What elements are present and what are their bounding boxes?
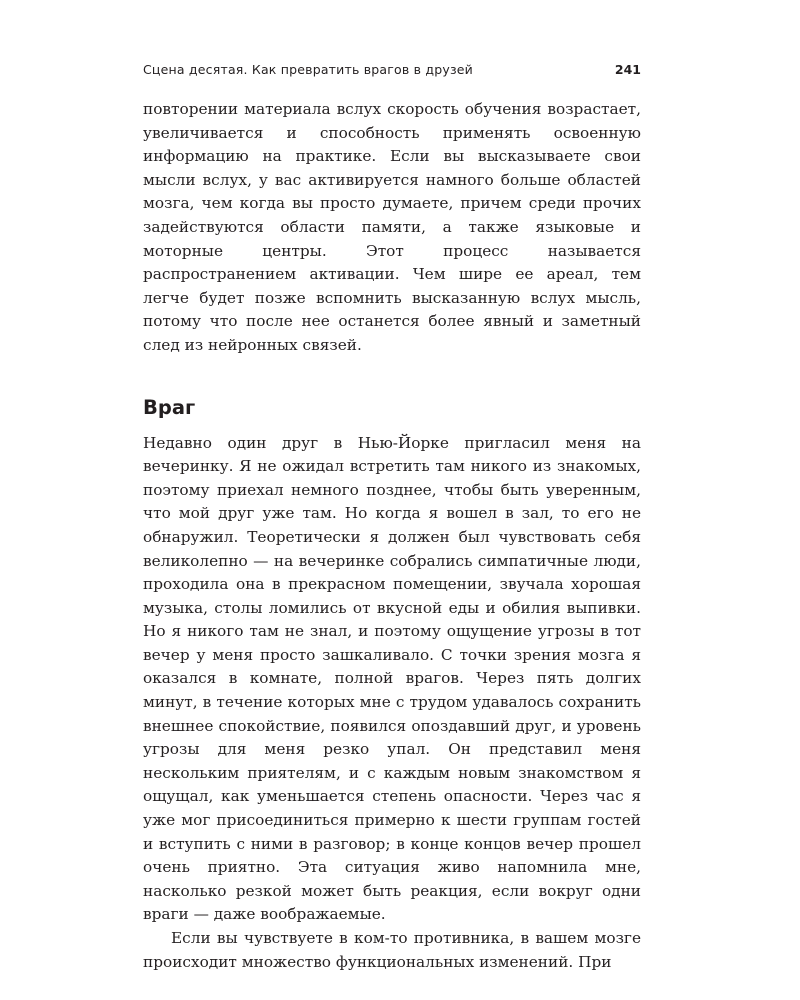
paragraph-continued: повторении материала вслух скорость обучения возрастает, увеличивается и способность применять освоенную информацию на практике. Если вы высказываете свои мысли вслух, у вас активируется намного больше областей мозга, чем когда вы просто думаете, причем среди прочих задействуются области памяти, а также языковые и моторные центры. Этот процесс называется распространением активации. Чем шире ее ареал, тем легче будет позже вспомнить высказанную вслух мысль, потому что после нее останется более явный и заметный след из нейронных связей.	[143, 100, 641, 354]
page-number: 241	[614, 62, 641, 77]
paragraph-opponent: Если вы чувствуете в ком-то противника, в вашем мозге происходит множество функциональных изменений. При	[143, 929, 641, 971]
paragraph-party-story: Недавно один друг в Нью-Йорке пригласил меня на вечеринку. Я не ожидал встретить там никого из знакомых, поэтому приехал немного позднее, чтобы быть уверенным, что мой друг уже там. Но когда я вошел в зал, то его не обнаружил. Теоретически я должен был чувствовать себя великолепно — на вечеринке собрались симпатичные люди, проходила она в прекрасном помещении, звучала хорошая музыка, столы ломились от вкусной еды и обилия выпивки. Но я никого там не знал, и поэтому ощущение угрозы в тот вечер у меня просто зашкаливало. С точки зрения мозга я оказался в комнате, полной врагов. Через пять долгих минут, в течение которых мне с трудом удавалось сохранить внешнее спокойствие, появился опоздавший друг, и уровень угрозы для меня резко упал. Он представил меня нескольким приятелям, и с каждым новым знакомством я ощущал, как уменьшается степень опасности. Через час я уже мог присоединиться примерно к шести группам гостей и вступить с ними в разговор; в конце концов вечер прошел очень приятно. Эта ситуация живо напомнила мне, насколько резкой может быть реакция, если вокруг одни враги — даже воображаемые.	[143, 433, 641, 924]
chapter-running-title: Сцена десятая. Как превратить врагов в друзей	[143, 62, 474, 77]
section-heading: Враг	[143, 395, 196, 419]
body-text	[143, 98, 641, 974]
running-header	[143, 62, 641, 82]
